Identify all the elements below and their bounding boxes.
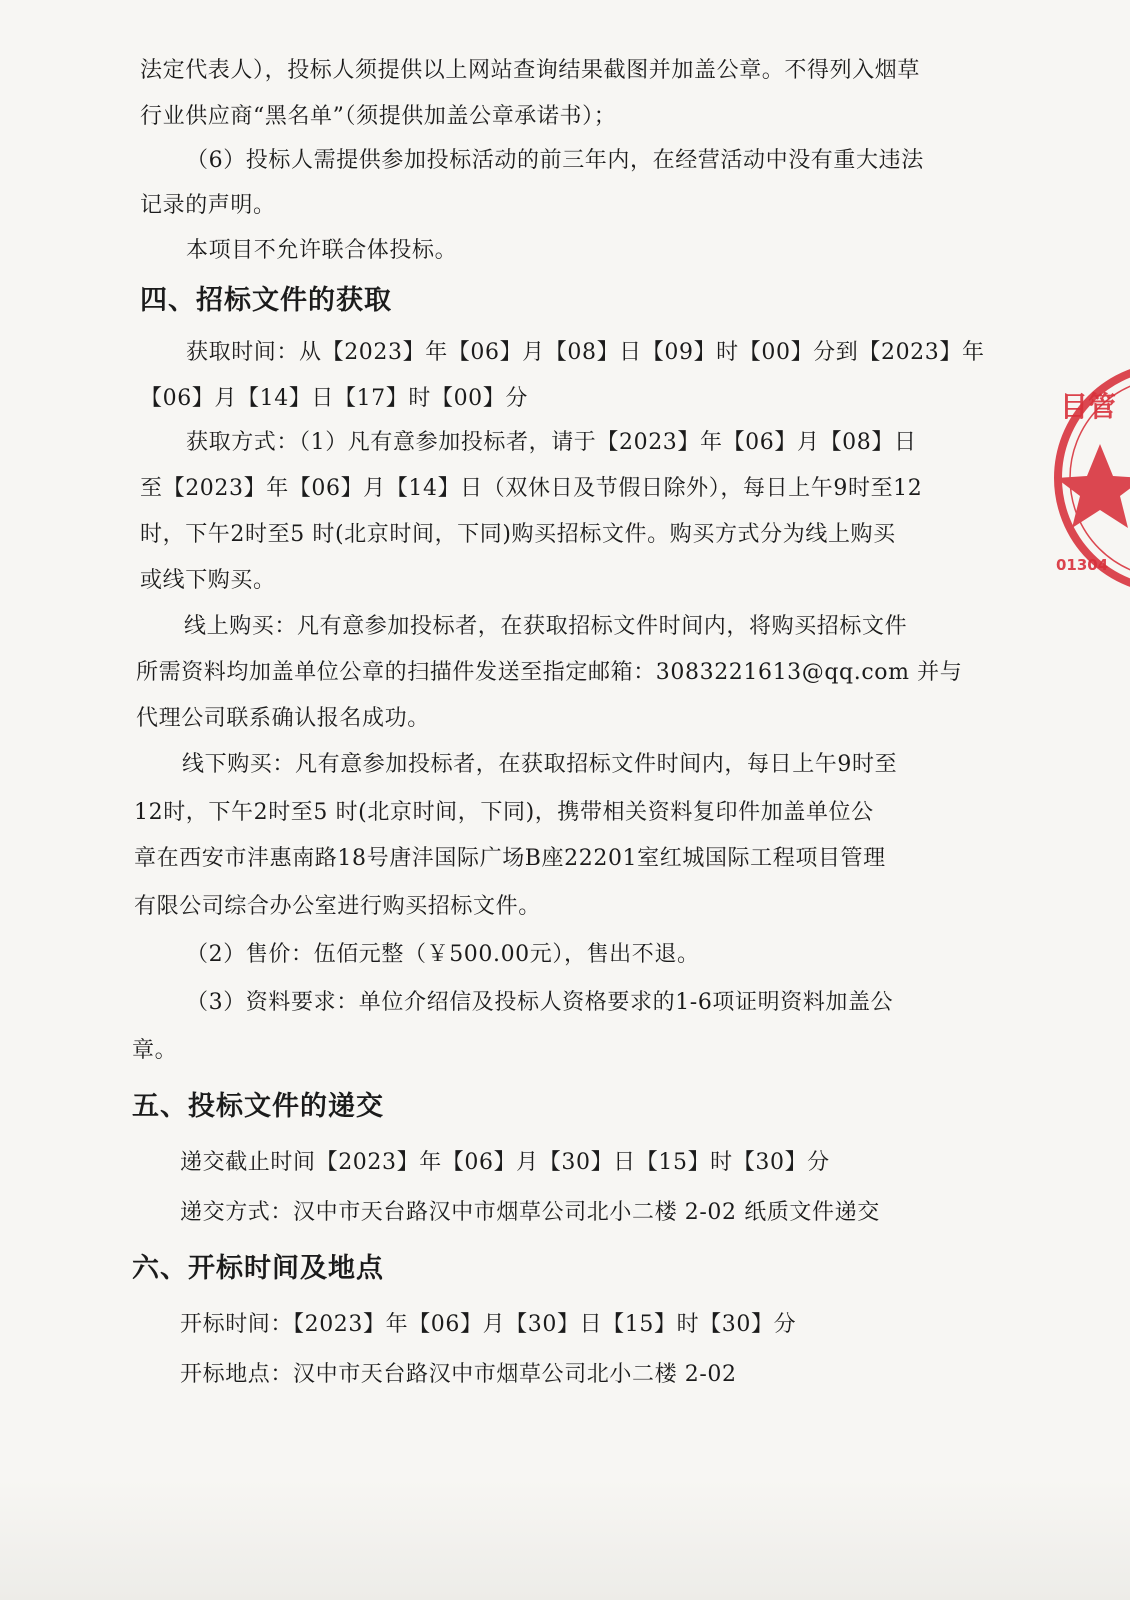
paragraph-line: 行业供应商“黑名单”（须提供加盖公章承诺书）； <box>140 104 617 129</box>
paragraph-line: 有限公司综合办公室进行购买招标文件。 <box>134 894 541 919</box>
paragraph-line: 递交方式：汉中市天台路汉中市烟草公司北小二楼 2-02 纸质文件递交 <box>180 1200 880 1225</box>
paragraph-line: （3）资料要求：单位介绍信及投标人资格要求的1-6项证明资料加盖公 <box>186 990 894 1015</box>
paragraph-line: 时，下午2时至5 时(北京时间，下同)购买招标文件。购买方式分为线上购买 <box>140 522 896 547</box>
paragraph-line: （6）投标人需提供参加投标活动的前三年内，在经营活动中没有重大违法 <box>186 148 924 173</box>
paragraph-line: 或线下购买。 <box>140 568 276 593</box>
section-heading-6: 六、开标时间及地点 <box>132 1253 384 1284</box>
paragraph-line: 记录的声明。 <box>140 193 276 218</box>
paragraph-line: 线下购买：凡有意参加投标者，在获取招标文件时间内，每日上午9时至 <box>182 752 898 777</box>
paragraph-line: 【06】月【14】日【17】时【00】分 <box>140 386 528 411</box>
paragraph-line: 法定代表人），投标人须提供以上网站查询结果截图并加盖公章。不得列入烟草 <box>140 58 921 83</box>
section-heading-5: 五、投标文件的递交 <box>132 1091 384 1122</box>
svg-text:目管: 目管 <box>1060 390 1117 423</box>
paragraph-line: 所需资料均加盖单位公章的扫描件发送至指定邮箱：3083221613@qq.com 并与 <box>136 660 963 685</box>
paragraph-line: 开标地点：汉中市天台路汉中市烟草公司北小二楼 2-02 <box>180 1362 737 1387</box>
red-seal-stamp <box>1040 358 1130 598</box>
paragraph-line: 递交截止时间【2023】年【06】月【30】日【15】时【30】分 <box>180 1150 830 1175</box>
section-heading-4: 四、招标文件的获取 <box>140 285 392 316</box>
paragraph-line: 代理公司联系确认报名成功。 <box>136 706 430 731</box>
paragraph-line: 章在西安市沣惠南路18号唐沣国际广场B座22201室红城国际工程项目管理 <box>134 846 886 871</box>
paragraph-line: 12时，下午2时至5 时(北京时间，下同)，携带相关资料复印件加盖单位公 <box>134 800 874 825</box>
paragraph-line: （2）售价：伍佰元整（￥500.00元），售出不退。 <box>186 942 700 967</box>
svg-text:01304: 01304 <box>1056 556 1109 574</box>
paragraph-line: 线上购买：凡有意参加投标者，在获取招标文件时间内，将购买招标文件 <box>184 614 908 639</box>
paragraph-line: 章。 <box>132 1038 178 1063</box>
paragraph-line: 至【2023】年【06】月【14】日（双休日及节假日除外），每日上午9时至12 <box>140 476 923 501</box>
paragraph-line: 开标时间：【2023】年【06】月【30】日【15】时【30】分 <box>180 1312 797 1337</box>
paragraph-line: 获取方式：（1）凡有意参加投标者，请于【2023】年【06】月【08】日 <box>186 430 917 455</box>
paragraph-line: 获取时间：从【2023】年【06】月【08】日【09】时【00】分到【2023】年 <box>186 340 985 365</box>
paragraph-line: 本项目不允许联合体投标。 <box>186 238 458 263</box>
scan-shadow <box>0 1480 1130 1600</box>
